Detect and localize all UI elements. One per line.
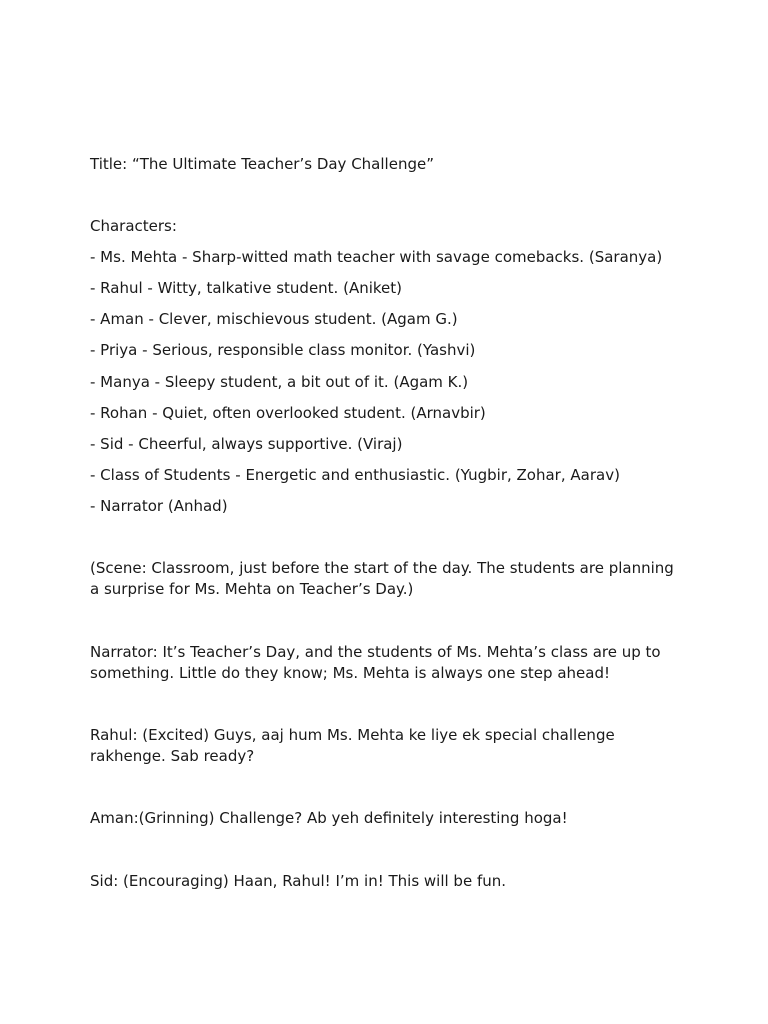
scene-description-line: a surprise for Ms. Mehta on Teacher’s Day.)	[90, 580, 414, 598]
narrator-line: something. Little do they know; Ms. Mehta is always one step ahead!	[90, 664, 610, 682]
character-item: - Class of Students - Energetic and enthusiastic. (Yugbir, Zohar, Aarav)	[90, 466, 620, 484]
character-item: - Priya - Serious, responsible class monitor. (Yashvi)	[90, 341, 476, 359]
rahul-dialogue-line: rakhenge. Sab ready?	[90, 747, 255, 765]
narrator-line: Narrator: It’s Teacher’s Day, and the students of Ms. Mehta’s class are up to	[90, 643, 661, 661]
character-item: - Aman - Clever, mischievous student. (Agam G.)	[90, 310, 458, 328]
character-item: - Ms. Mehta - Sharp-witted math teacher with savage comebacks. (Saranya)	[90, 248, 663, 266]
character-item: - Rahul - Witty, talkative student. (Aniket)	[90, 279, 402, 297]
script-title: Title: “The Ultimate Teacher’s Day Challenge”	[90, 155, 434, 173]
character-item: - Manya - Sleepy student, a bit out of it. (Agam K.)	[90, 373, 469, 391]
character-item: - Sid - Cheerful, always supportive. (Viraj)	[90, 435, 403, 453]
rahul-dialogue-line: Rahul: (Excited) Guys, aaj hum Ms. Mehta ke liye ek special challenge	[90, 726, 615, 744]
character-item: - Rohan - Quiet, often overlooked student. (Arnavbir)	[90, 404, 486, 422]
character-item: - Narrator (Anhad)	[90, 497, 228, 515]
aman-dialogue: Aman:(Grinning) Challenge? Ab yeh definitely interesting hoga!	[90, 809, 568, 827]
sid-dialogue: Sid: (Encouraging) Haan, Rahul! I’m in! This will be fun.	[90, 872, 507, 890]
scene-description-line: (Scene: Classroom, just before the start of the day. The students are planning	[90, 559, 674, 577]
characters-heading: Characters:	[90, 217, 177, 235]
